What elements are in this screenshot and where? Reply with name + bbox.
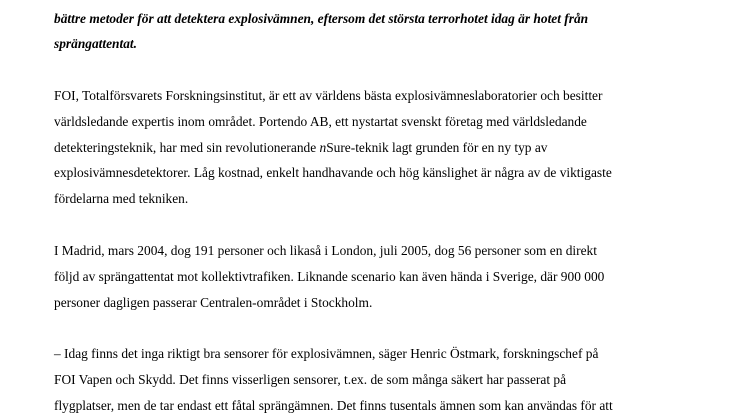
text-line: FOI Vapen och Skydd. Det finns visserligen sensorer, t.ex. de som många säkert har passerat på [54, 372, 567, 387]
text-line: – Idag finns det inga riktigt bra sensorer för explosivämnen, säger Henric Östmark, forskningschef på [54, 346, 599, 361]
text-line: personer dagligen passerar Centralen-området i Stockholm. [54, 295, 373, 310]
text-line: världsledande expertis inom området. Portendo AB, ett nystartat svenskt företag med världsledande [54, 114, 587, 129]
text-line: fördelarna med tekniken. [54, 191, 189, 206]
text-line: I Madrid, mars 2004, dog 191 personer och likaså i London, juli 2005, dog 56 personer som en direkt [54, 243, 597, 258]
nsure-italic-n: n [319, 140, 327, 155]
text-line: sprängattentat. [54, 36, 137, 51]
text-line: FOI, Totalförsvarets Forskningsinstitut, är ett av världens bästa explosivämneslaboratorier och besitter [54, 88, 603, 103]
text-line: explosivämnesdetektorer. Låg kostnad, enkelt handhavande och hög känslighet är några av de viktigaste [54, 165, 612, 180]
text-segment: Sure-teknik lagt grunden för en ny typ av [326, 140, 548, 155]
text-segment: detekteringsteknik, har med sin revolutionerande [54, 140, 320, 155]
text-line: flygplatser, men de tar endast ett fåtal sprängämnen. Det finns tusentals ämnen som kan användas för att [54, 398, 613, 413]
text-line: bättre metoder för att detektera explosivämnen, eftersom det största terrorhotet idag är hotet från [54, 11, 589, 26]
text-line: följd av sprängattentat mot kollektivtrafiken. Liknande scenario kan även hända i Sverige, där 900 000 [54, 269, 605, 284]
text-line [54, 139, 547, 157]
